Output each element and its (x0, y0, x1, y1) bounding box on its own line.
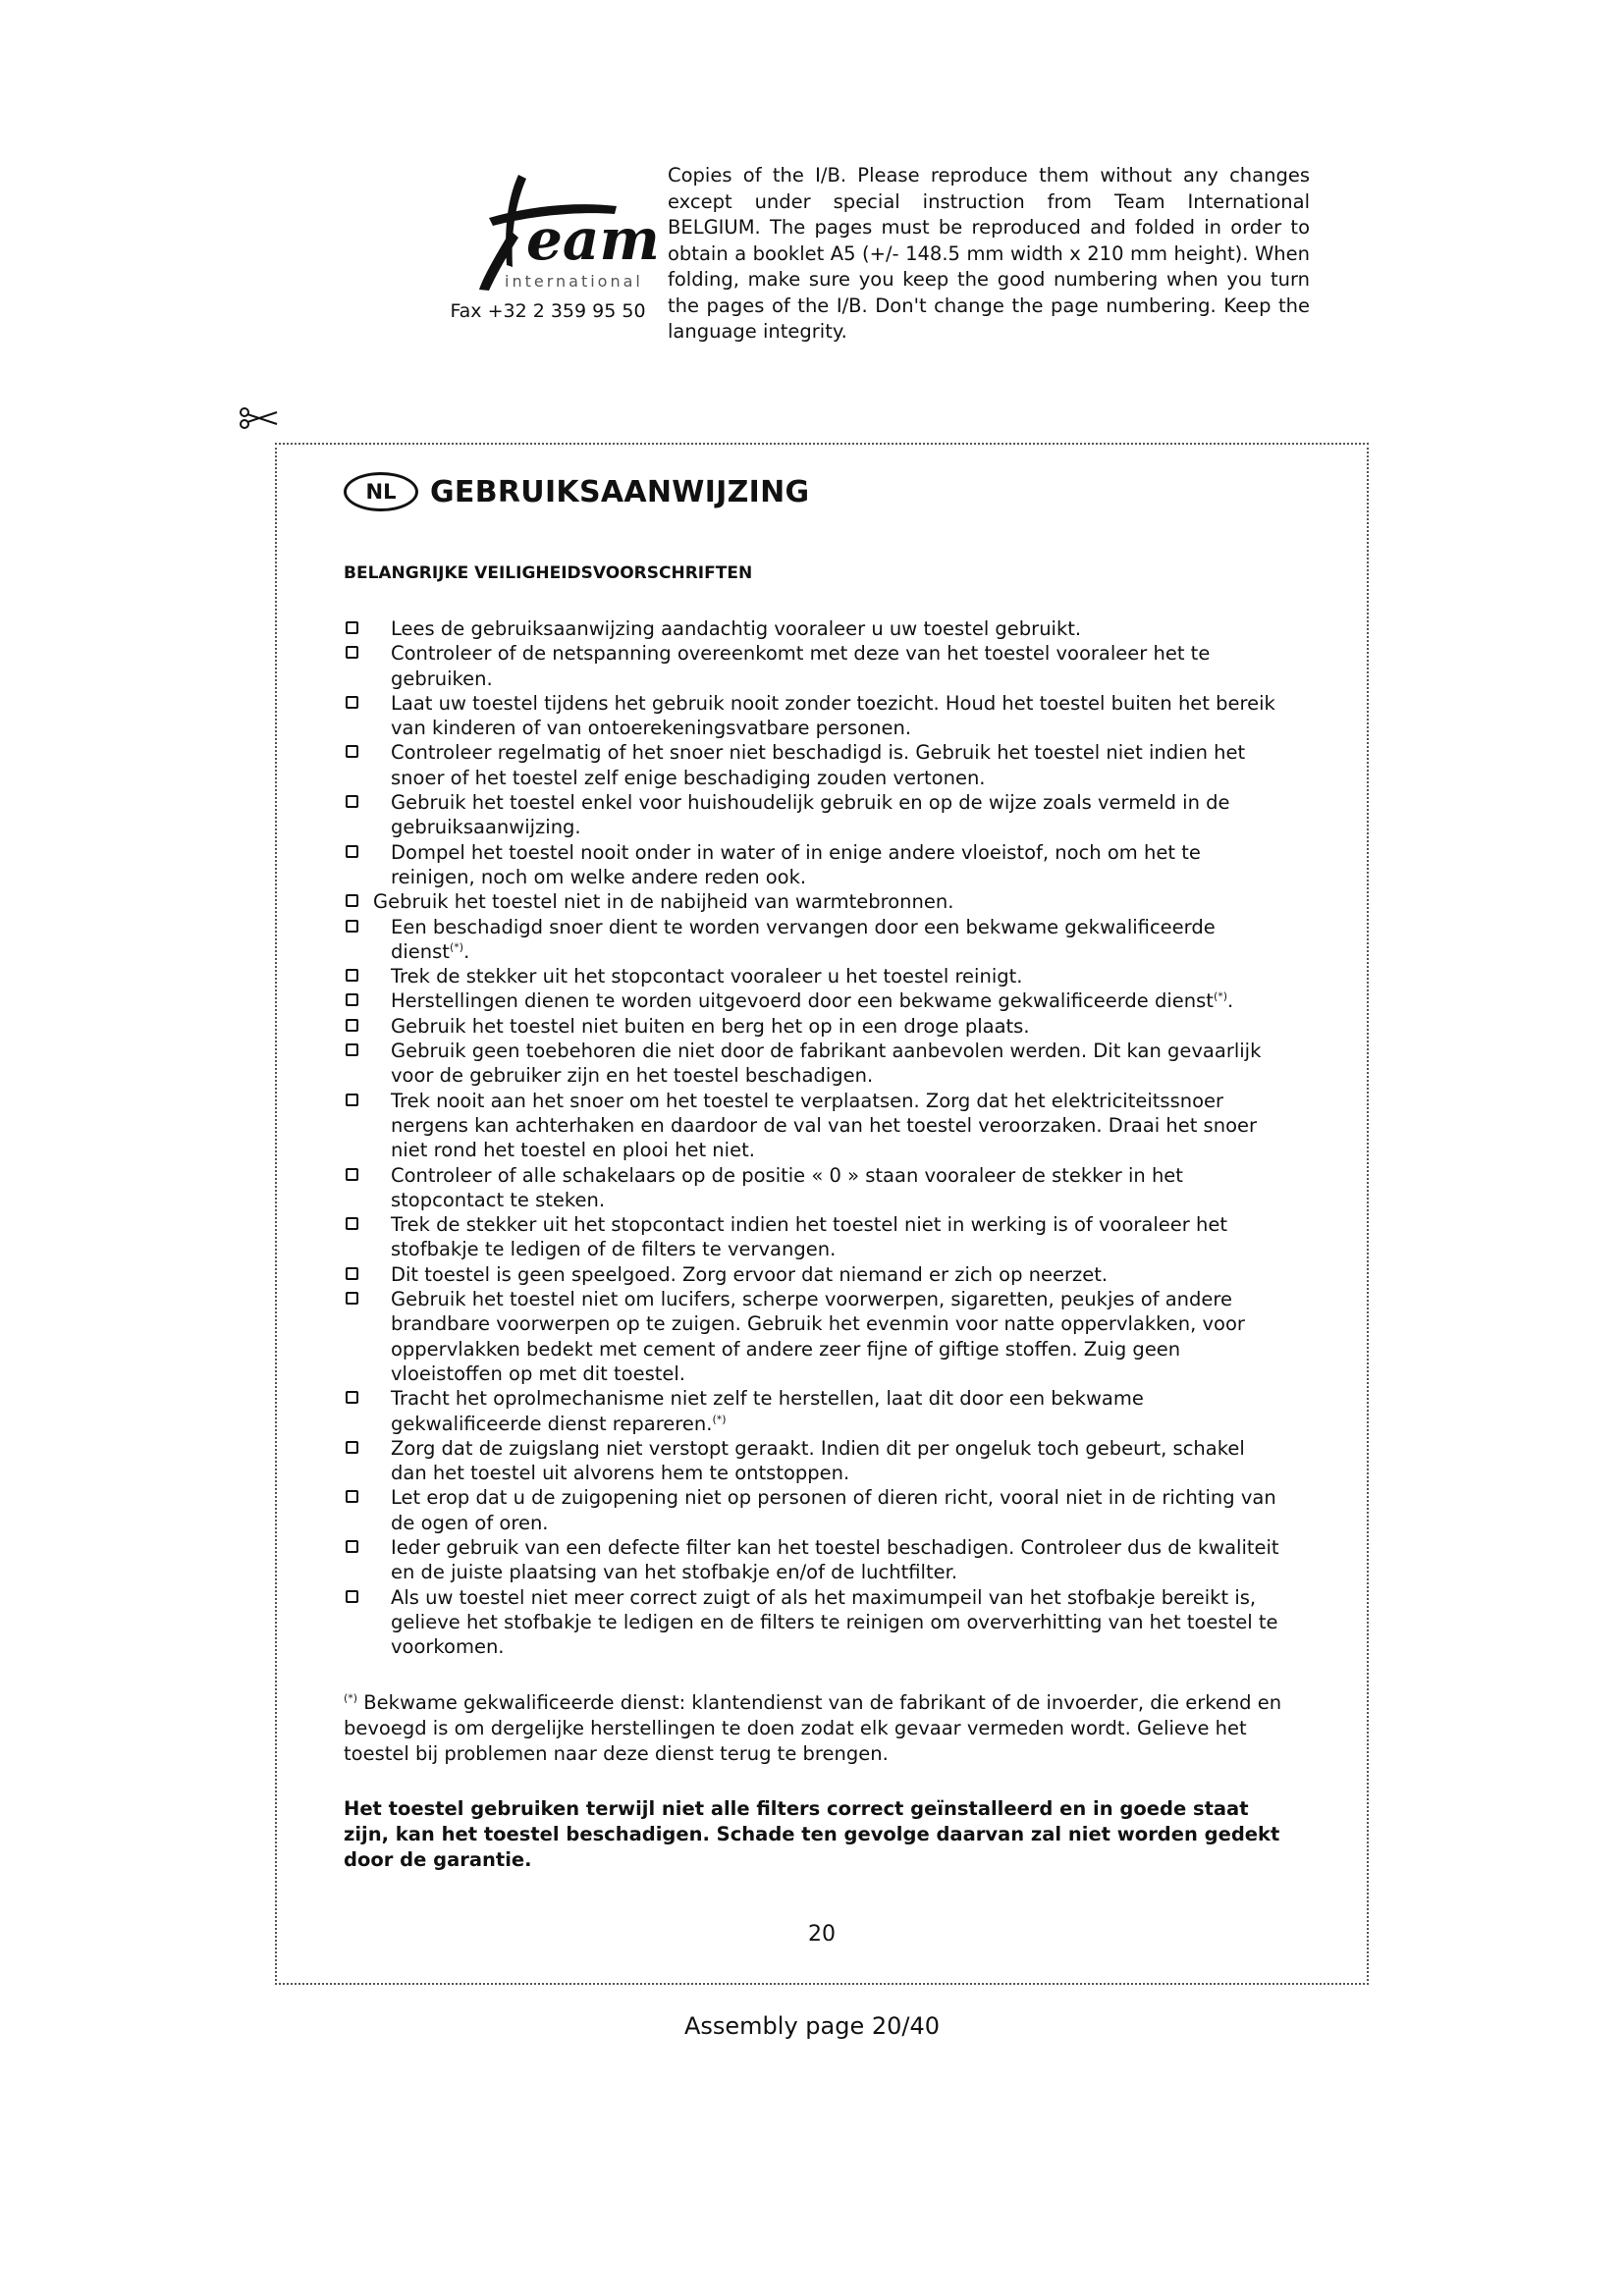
warranty-warning: Het toestel gebruiken terwijl niet alle filters correct geïnstalleerd en in goede staat zijn, kan het toestel beschadigen. Schade ten gevolge daarvan zal niet worden gedekt door de garantie. (344, 1797, 1280, 1872)
section-heading: BELANGRIJKE VEILIGHEIDSVOORSCHRIFTEN (344, 563, 753, 583)
list-item-text: Dit toestel is geen speelgoed. Zorg ervoor dat niemand er zich op neerzet. (391, 1262, 1109, 1286)
checkbox-icon (346, 1043, 358, 1056)
fax-number: Fax +32 2 359 95 50 (450, 300, 646, 322)
checkbox-icon (346, 1490, 358, 1503)
list-item (344, 1535, 1284, 1585)
checkbox-icon (346, 621, 358, 634)
list-item-tail: . (463, 939, 470, 963)
manual-title: GEBRUIKSAANWIJZING (430, 474, 810, 509)
checkbox-icon (346, 1441, 358, 1454)
list-item (344, 1212, 1284, 1262)
list-item-text: Gebruik het toestel niet om lucifers, scherpe voorwerpen, sigaretten, peukjes of andere brandbare voorwerpen op te zuigen. Gebruik het evenmin voor natte oppervlakken, voor oppervlakken bedekt met cement of andere zeer fijne of giftige stoffen. Zuig geen vloeistoffen op met dit toestel. (391, 1288, 1245, 1385)
list-item (344, 1089, 1284, 1163)
list-item (344, 1039, 1284, 1089)
list-item (344, 840, 1284, 890)
list-item-text: Trek de stekker uit het stopcontact vooraleer u het toestel reinigt. (391, 965, 1023, 988)
list-item (344, 964, 1284, 988)
checkbox-icon (346, 1168, 358, 1181)
checkbox-icon (346, 1019, 358, 1032)
list-item-text: Lees de gebruiksaanwijzing aandachtig vooraleer u uw toestel gebruikt. (391, 617, 1082, 640)
footnote-ref: (*) (712, 1413, 727, 1425)
list-item-text: Tracht het oprolmechanisme niet zelf te herstellen, laat dit door een bekwame gekwalificeerde dienst repareren. (391, 1387, 1144, 1435)
list-item (344, 1014, 1284, 1039)
list-item-text: Een beschadigd snoer dient te worden vervangen door een bekwame gekwalificeerde dienst (391, 915, 1216, 963)
list-item-text: Gebruik het toestel niet buiten en berg het op in een droge plaats. (391, 1014, 1030, 1038)
list-item (344, 641, 1284, 691)
checkbox-icon (346, 1267, 358, 1280)
footnote-mark: (*) (344, 1691, 358, 1705)
assembly-page-label: Assembly page 20/40 (683, 2012, 941, 2040)
list-item (344, 1262, 1284, 1287)
list-item-text: Zorg dat de zuigslang niet verstopt geraakt. Indien dit per ongeluk toch gebeurt, schakel dan het toestel uit alvorens hem te ontstoppen. (391, 1436, 1245, 1485)
list-item-text: Gebruik het toestel enkel voor huishoudelijk gebruik en op de wijze zoals vermeld in de gebruiksaanwijzing. (391, 791, 1230, 839)
language-badge: NL (344, 472, 418, 511)
checkbox-icon (346, 1540, 358, 1553)
scissors-icon (238, 404, 281, 432)
list-item (344, 790, 1284, 840)
footnote-text: Bekwame gekwalificeerde dienst: klantendienst van de fabrikant of de invoerder, die erkend en bevoegd is om dergelijke herstellingen te doen zodat elk gevaar vermeden wordt. Gelieve het toestel bij problemen naar deze dienst terug te brengen. (344, 1691, 1282, 1766)
checkbox-icon (346, 845, 358, 858)
svg-text:international: international (505, 272, 643, 291)
checkbox-icon (346, 1391, 358, 1404)
list-item (344, 1163, 1284, 1213)
list-item-text: Gebruik geen toebehoren die niet door de fabrikant aanbevolen werden. Dit kan gevaarlijk voor de gebruiker zijn en het toestel beschadigen. (391, 1040, 1262, 1088)
page-number: 20 (808, 1922, 836, 1947)
safety-list (344, 616, 1284, 1659)
checkbox-icon (346, 745, 358, 758)
list-item-text: Trek nooit aan het snoer om het toestel te verplaatsen. Zorg dat het elektriciteitssnoer nergens kan achterhaken en daardoor de val van het toestel veroorzaken. Draai het snoer niet rond het toestel en plooi het niet. (391, 1089, 1258, 1162)
checkbox-icon (346, 646, 358, 659)
footnote (344, 1690, 1284, 1767)
footnote-ref: (*) (1213, 989, 1228, 1003)
list-item (344, 1386, 1284, 1436)
list-item (344, 1287, 1284, 1386)
checkbox-icon (346, 1590, 358, 1603)
reproduction-instructions: Copies of the I/B. Please reproduce them without any changes except under special instruction from Team International BELGIUM. The pages must be reproduced and folded in order to obtain a booklet A5 (+/- 148.5 mm width x 210 mm height). When folding, make sure you keep the good numbering when you turn the pages of the I/B. Don't change the page numbering. Keep the language integrity. (668, 164, 1310, 343)
checkbox-icon (346, 1292, 358, 1305)
checkbox-icon (346, 920, 358, 933)
footnote-ref: (*) (449, 940, 464, 954)
checkbox-icon (346, 795, 358, 808)
list-item-tail: . (1227, 989, 1234, 1013)
manual-page (344, 467, 1284, 1873)
list-item (344, 889, 1284, 914)
list-item-text: Controleer of de netspanning overeenkomt met deze van het toestel vooraleer het te gebruiken. (391, 642, 1211, 690)
list-item-text: Gebruik het toestel niet in de nabijheid van warmtebronnen. (373, 890, 954, 914)
list-item-text: Controleer of alle schakelaars op de positie « 0 » staan vooraleer de stekker in het stopcontact te steken. (391, 1163, 1183, 1211)
list-item-text: Laat uw toestel tijdens het gebruik nooit zonder toezicht. Houd het toestel buiten het bereik van kinderen of van ontoerekeningsvatbare personen. (391, 691, 1275, 740)
checkbox-icon (346, 894, 358, 907)
list-item (344, 740, 1284, 790)
list-item (344, 1485, 1284, 1535)
list-item-text: Trek de stekker uit het stopcontact indien het toestel niet in werking is of vooraleer het stofbakje te ledigen of de filters te vervangen. (391, 1213, 1227, 1261)
list-item (344, 1436, 1284, 1486)
checkbox-icon (346, 969, 358, 982)
list-item-text: Dompel het toestel nooit onder in water of in enige andere vloeistof, noch om het te reinigen, noch om welke andere reden ook. (391, 840, 1201, 888)
svg-text:eam: eam (526, 206, 660, 273)
list-item-text: Ieder gebruik van een defecte filter kan het toestel beschadigen. Controleer dus de kwaliteit en de juiste plaatsing van het stofbakje en/of de luchtfilter. (391, 1535, 1279, 1584)
list-item (344, 691, 1284, 741)
list-item (344, 616, 1284, 641)
list-item-text: Als uw toestel niet meer correct zuigt of als het maximumpeil van het stofbakje bereikt is, gelieve het stofbakje te ledigen en de filters te reinigen om oververhitting van het toestel te voorkomen. (391, 1585, 1278, 1659)
checkbox-icon (346, 1217, 358, 1230)
list-item-text: Controleer regelmatig of het snoer niet beschadigd is. Gebruik het toestel niet indien het snoer of het toestel zelf enige beschadiging zouden vertonen. (391, 741, 1246, 789)
checkbox-icon (346, 696, 358, 709)
checkbox-icon (346, 993, 358, 1006)
list-item-text: Let erop dat u de zuigopening niet op personen of dieren richt, vooral niet in de richting van de ogen of oren. (391, 1486, 1276, 1534)
list-item (344, 1585, 1284, 1660)
page-title (344, 467, 1284, 516)
checkbox-icon (346, 1094, 358, 1106)
list-item (344, 915, 1284, 965)
list-item-text: Herstellingen dienen te worden uitgevoerd door een bekwame gekwalificeerde dienst (391, 989, 1214, 1013)
team-international-logo (450, 157, 660, 294)
list-item (344, 988, 1284, 1013)
